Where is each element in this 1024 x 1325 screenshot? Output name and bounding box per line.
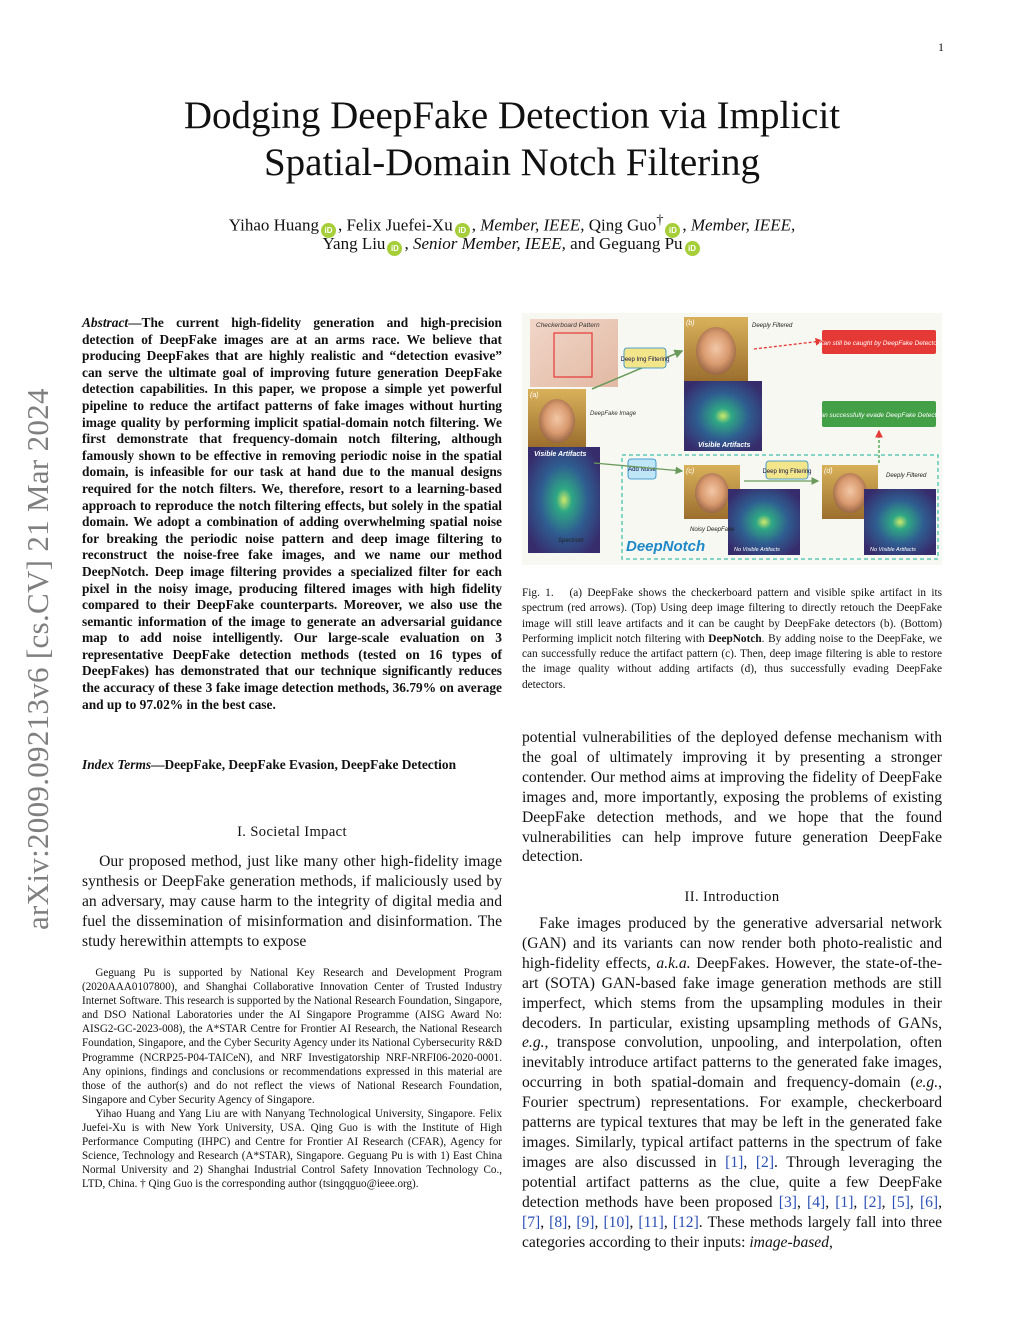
- checkerboard-label: Checkerboard Pattern: [536, 322, 600, 329]
- add-noise-label: Add Noise: [628, 467, 656, 473]
- spectrum-c: [728, 489, 800, 555]
- no-visible-artifacts-d: No Visible Artifacts: [870, 547, 916, 553]
- author-and: and: [570, 234, 595, 253]
- abstract-label: Abstract: [82, 315, 129, 330]
- citation-link[interactable]: [6]: [919, 1193, 939, 1211]
- label-d: (d): [824, 468, 833, 475]
- footnote: Geguang Pu is supported by National Key Research and Development Program (2020AAA0107800), and Shanghai Collaborative Innovation Center of Trusted Industry Internet Software. This research is supported by the National Research Foundation, Singapore, and DSO National Laboratories under the AI Singapore Programme (AISG Award No: AISG2-GC-2023-008), the A*STAR Centre for Frontier AI Research, the National Research Foundation, Singapore, and the Cyber Security Agency under its National Cybersecurity R&D Programme (NCRP25-P04-TAICeN), and NRF Investigatorship NRF-NRFI06-2020-0001. Any opinions, findings and conclusions or recommendations expressed in this material are those of the author(s) and do not reflect the views of National Research Foundation, Singapore and Cyber Security Agency of Singapore.: [82, 967, 503, 1106]
- caption-text-2: . By adding noise to the DeepFake, we can successfully reduce the artifact pattern (c). Then, deep image filtering is able to restore the image quality without adding artifacts (d), thus successfully evading DeepFake detectors.: [522, 632, 942, 691]
- citation-link[interactable]: [2]: [755, 1153, 775, 1171]
- citation-link[interactable]: [1]: [725, 1153, 744, 1171]
- index-terms: Index Terms—DeepFake, DeepFake Evasion, DeepFake Detection: [82, 757, 457, 772]
- author-role: Member, IEEE,: [480, 215, 585, 235]
- text-run: . These methods largely fall into three categories according to their inputs:: [522, 1213, 943, 1251]
- author-role: Senior Member, IEEE,: [412, 234, 566, 253]
- citation-link[interactable]: [8]: [549, 1213, 568, 1231]
- author-name: Qing Guo: [588, 215, 657, 235]
- title-line-1: Dodging DeepFake Detection via Implicit: [183, 94, 841, 137]
- citation-link[interactable]: [9]: [576, 1213, 595, 1231]
- deeply-filtered-label: Deeply Filtered: [752, 323, 793, 329]
- face-shape: [539, 399, 575, 443]
- deepfake-image-label: DeepFake Image: [590, 411, 637, 417]
- title-line-2: Spatial-Domain Notch Filtering: [263, 141, 761, 184]
- visible-artifacts-label-b: Visible Artifacts: [698, 442, 751, 449]
- label-b: (b): [686, 320, 695, 327]
- index-terms-label: Index Terms: [82, 757, 152, 772]
- label-c: (c): [686, 468, 695, 475]
- citation-link[interactable]: [11]: [638, 1213, 664, 1231]
- corresponding-mark: †: [656, 212, 664, 228]
- evade-label: Can successfully evade DeepFake Detector: [815, 412, 942, 419]
- deep-img-filtering-label: Deep Img Filtering: [620, 357, 670, 363]
- citation-link[interactable]: [7]: [522, 1213, 541, 1231]
- abstract-text: The current high-fidelity generation and high-precision detection of DeepFake images are at an arms race. We believe that producing DeepFakes that are highly realistic and “detection evasive” can serve the ultimate goal of improving future generation DeepFake detection capabilities. In this paper, we propose a simple yet powerful pipeline to reduce the artifact patterns of fake images without hurting image quality by performing implicit spatial-domain notch filtering. We first demonstrate that frequency-domain notch filtering, although famously shown to be effective in removing periodic noise in the spatial domain, is infeasible for our task at hand due to the manual designs required for the notch filters. We, therefore, resort to a learning-based approach to reproduce the notch filtering effects, but solely in the spatial domain. We adopt a combination of adding overwhelming spatial noise for breaking the periodic noise pattern and deep image filtering to reconstruct the noise-free fake images, and we name our method DeepNotch. Deep image filtering provides a specialized filter for each pixel in the noisy image, producing filtered images with high fidelity compared to their DeepFake counterparts. Moreover, we also use the semantic information of the image to generate an adversarial guidance map to add noise intelligently. Our large-scale evaluation on 3 representative DeepFake detection methods (tested on 16 types of DeepFakes) has demonstrated that our technique significantly reduces the accuracy of these 3 fake image detection methods, 36.79% on average and up to 97.02% in the best case.: [82, 315, 502, 712]
- body-paragraph: Our proposed method, just like many other high-fidelity image synthesis or DeepFake generation methods, if maliciously used by an adversary, may cause harm to the integrity of digital media and fuel the dissemination of misinformation and disinformation. The study herewithin attempts to expose: [82, 853, 502, 950]
- text-run: Fake images produced by the generative adversarial network (GAN) and its variants can now render both photo-realistic and high-fidelity effects,: [522, 915, 942, 972]
- index-terms-text: DeepFake, DeepFake Evasion, DeepFake Detection: [164, 757, 457, 772]
- author-line-2: Yang Liu iD , Senior Member, IEEE, and Geguang Pu iD: [0, 232, 1024, 256]
- text-run: DeepFakes. However, the state-of-the-art (SOTA) GAN-based fake image generation methods are still imperfect, which stems from the upsampling modules in their decoders. In particular, existing upsampling methods of GANs,: [522, 954, 943, 1032]
- face-shape: [833, 473, 867, 513]
- orcid-icon[interactable]: iD: [455, 223, 470, 238]
- text-run: ,: [829, 1233, 833, 1251]
- caption-label: Fig. 1.: [522, 587, 554, 599]
- citation-link[interactable]: [4]: [807, 1193, 826, 1211]
- author-line-1: Yihao Huang iD , Felix Juefei-Xu iD , Member, IEEE, Qing Guo†iD , Member, IEEE,: [0, 208, 1024, 238]
- orcid-icon[interactable]: iD: [387, 241, 402, 256]
- no-visible-artifacts-c: No Visible Artifacts: [734, 547, 780, 553]
- abstract: Abstract—The current high-fidelity generation and high-precision detection of DeepFake images are at an arms race. We believe that producing DeepFakes that are highly realistic and “detection evasive” can serve the ultimate goal of improving future generation DeepFake detection capabilities. In this paper, we propose a simple yet powerful pipeline to reduce the artifact patterns of fake images without hurting image quality by performing implicit spatial-domain notch filtering. We first demonstrate that frequency-domain notch filtering, although famously shown to be effective in removing periodic noise in the spatial domain, is infeasible for our task at hand due to the manual designs required for the notch filters. We, therefore, resort to a learning-based approach to reproduce the notch filtering effects, but solely in the spatial domain. We adopt a combination of adding overwhelming spatial noise for breaking the periodic noise pattern and deep image filtering to reconstruct the noise-free fake images, and we name our method DeepNotch. Deep image filtering provides a specialized filter for each pixel in the noisy image, producing filtered images with high fidelity compared to their DeepFake counterparts. Moreover, we also use the semantic information of the image to generate an adversarial guidance map to add noise intelligently. Our large-scale evaluation on 3 representative DeepFake detection methods (tested on 16 types of DeepFakes) has demonstrated that our technique significantly reduces the accuracy of these 3 fake image detection methods, 36.79% on average and up to 97.02% in the best case.: [82, 315, 502, 712]
- section-heading: II. Introduction: [684, 889, 780, 905]
- caught-label: Can still be caught by DeepFake Detector: [818, 340, 940, 347]
- citation-link[interactable]: [10]: [603, 1213, 630, 1231]
- orcid-icon[interactable]: iD: [321, 223, 336, 238]
- body-paragraph: potential vulnerabilities of the deployed defense mechanism with the goal of ultimately improving it by presenting a stronger contender. Our method aims at improving the fidelity of DeepFake images and, more importantly, exposing the problems of existing DeepFake detection methods, and we hope that the found vulnerabilities can help improve future generation DeepFake detection.: [522, 729, 942, 866]
- citation-link[interactable]: [3]: [778, 1193, 797, 1211]
- figure-1: [522, 313, 942, 565]
- face-shape: [696, 327, 736, 375]
- intro-paragraph: Fake images produced by the generative adversarial network (GAN) and its variants can now render both photo-realistic and high-fidelity effects, a.k.a. DeepFakes. However, the state-of-the-art (SOTA) GAN-based fake image generation methods are still imperfect, which stems from the upsampling modules in their decoders. In particular, existing upsampling methods of GANs, e.g., transpose convolution, unpooling, and interpolation, often inevitably introduce artifact patterns to the generated fake images, occurring in both spatial-domain and frequency-domain (e.g., Fourier spectrum) representations. For example, checkerboard patterns are typical textures that may be left in the generated fake images. Similarly, typical artifact patterns in the spectrum of fake images are also discussed in [1], [2]. Through leveraging the potential artifact patterns as the clue, quite a few DeepFake detection methods have been proposed [3], [4], [1], [2], [5], [6], [7], [8], [9], [10], [11], [12]. These methods largely fall into three categories according to their inputs: image-based,: [522, 915, 943, 1251]
- visible-artifacts-label: Visible Artifacts: [534, 451, 587, 458]
- figure-caption: [522, 586, 942, 693]
- face-shape: [695, 473, 729, 513]
- text-run: ,: [743, 1153, 748, 1171]
- author-name: Yang Liu: [322, 234, 386, 253]
- page-number: 1: [938, 40, 944, 54]
- citation-link[interactable]: [2]: [863, 1193, 882, 1211]
- citation-link[interactable]: [12]: [672, 1213, 699, 1231]
- spectrum-b: [684, 381, 762, 451]
- orcid-icon[interactable]: iD: [665, 223, 680, 238]
- author-name: Geguang Pu: [598, 234, 683, 253]
- caption-bold: DeepNotch: [708, 632, 762, 645]
- citation-link[interactable]: [1]: [835, 1193, 854, 1211]
- orcid-icon[interactable]: iD: [685, 241, 700, 256]
- noisy-deepfake-label: Noisy DeepFake: [690, 527, 735, 533]
- label-a: (a): [530, 392, 539, 399]
- author-name: Yihao Huang: [228, 215, 319, 235]
- spectrum-label: Spectrum: [558, 538, 584, 544]
- footnotes: [82, 966, 502, 1192]
- author-role: Member, IEEE,: [690, 215, 796, 235]
- deepnotch-logo: DeepNotch: [626, 538, 706, 555]
- caption-text: (a) DeepFake shows the checkerboard pattern and visible spike artifact in its spectrum (red arrows). (Top) Using deep image filtering to directly retouch the DeepFake image will still leave artifacts and it can be caught by DeepFake detectors (b). (Bottom) Performing implicit notch filtering with: [522, 587, 942, 645]
- citation-link[interactable]: [5]: [891, 1193, 910, 1211]
- text-run: , transpose convolution, unpooling, and interpolation, often inevitably introduce artifact patterns to the generated fake images, occurring in both spatial-domain and frequency-domain (: [522, 1034, 942, 1092]
- footnote: Yihao Huang and Yang Liu are with Nanyang Technological University, Singapore. Felix Juefei-Xu is with New York University, USA. Qing Guo is with the Institute of High Performance Computing (IHPC) and Centre for Frontier AI Research (CFAR), Agency for Science, Technology and Research (A*STAR), Singapore. Geguang Pu is with 1) East China Normal University and 2) Shanghai Industrial Control Safety Innovation Technology Co., LTD, China. † Qing Guo is the corresponding author (tsingqguo@ieee.org).: [82, 1107, 502, 1191]
- text-italic: image-based: [749, 1233, 830, 1251]
- author-name: Felix Juefei-Xu: [346, 215, 453, 235]
- deeply-filtered-label-d: Deeply Filtered: [886, 473, 927, 479]
- text-run: , Fourier spectrum) representations. For example, checkerboard patterns are typical textures that may be left in the generated fake images. Similarly, typical artifact patterns in the spectrum of fake images are also discussed in: [522, 1074, 942, 1171]
- section-heading: I. Societal Impact: [237, 824, 347, 840]
- text-italic: e.g.: [522, 1034, 545, 1052]
- text-italic: e.g.: [915, 1074, 939, 1092]
- arxiv-stamp: arXiv:2009.09213v6 [cs.CV] 21 Mar 2024: [20, 388, 55, 930]
- deep-img-filtering-label-2: Deep Img Filtering: [762, 469, 812, 475]
- text-run: . Through leveraging the potential artifact patterns as the clue, quite a few DeepFake detection methods have been proposed: [522, 1153, 942, 1211]
- paper-title: [0, 92, 1024, 186]
- text-italic: a.k.a.: [656, 954, 691, 972]
- spectrum-d: [864, 489, 936, 555]
